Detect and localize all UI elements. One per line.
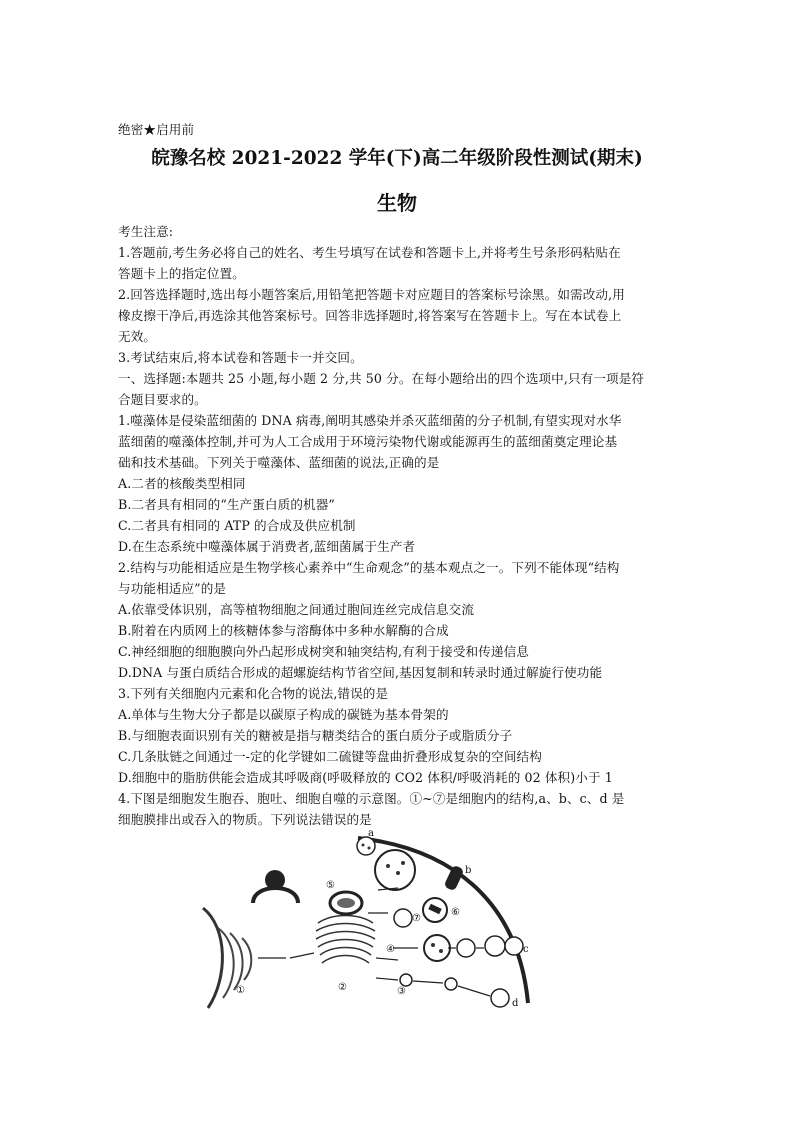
text-line: 蓝细菌的噬藻体控制,并可为人工合成用于环境污染物代谢或能源再生的蓝细菌奠定理论基 xyxy=(118,434,618,449)
option-c: C.神经细胞的细胞膜向外凸起形成树突和轴突结构,有利于接受和传递信息 xyxy=(118,644,529,659)
text-line: 答题卡上的指定位置。 xyxy=(118,266,245,281)
label-6: ⑥ xyxy=(451,907,460,918)
text-line: 2.回答选择题时,选出每小题答案后,用铅笔把答题卡对应题目的答案标号涂黑。如需改动,用 xyxy=(118,287,625,302)
label-a: a xyxy=(368,828,374,839)
label-d: d xyxy=(512,998,519,1009)
label-c: c xyxy=(523,944,529,955)
option-b: B.附着在内质网上的核糖体参与溶酶体中多种水解酶的合成 xyxy=(118,623,449,638)
text-line: 3.考试结束后,将本试卷和答题卡一并交回。 xyxy=(118,350,363,365)
label-4: ④ xyxy=(386,944,395,955)
option-b: B.与细胞表面识别有关的糖被是指与糖类结合的蛋白质分子或脂质分子 xyxy=(118,728,513,743)
label-b: b xyxy=(465,865,472,876)
option-a: A.单体与生物大分子都是以碳原子构成的碳链为基本骨架的 xyxy=(118,707,449,722)
option-d: D.在生态系统中噬藻体属于消费者,蓝细菌属于生产者 xyxy=(118,539,416,554)
secretory-vesicle-d xyxy=(491,989,509,1007)
text-line: 础和技术基础。下列关于噬藻体、蓝细菌的说法,正确的是 xyxy=(118,455,440,470)
question-1-stem: 1.噬藻体是侵染蓝细菌的 DNA 病毒,阐明其感染并杀灭蓝细菌的分子机制,有望实现对水华 xyxy=(118,413,622,428)
text-line: 合题目要求的。 xyxy=(118,392,207,407)
question-2-stem: 2.结构与功能相适应是生物学核心素养中“生命观念”的基本观点之一。下列不能体现“结构 xyxy=(118,560,620,575)
option-c: C.二者具有相同的 ATP 的合成及供应机制 xyxy=(118,518,356,533)
option-d: D.细胞中的脂肪供能会造成其呼吸商(呼吸释放的 CO2 体积/呼吸消耗的 02 体积)小于 1 xyxy=(118,770,613,785)
nuclear-envelope xyxy=(203,908,222,1008)
cell-endocytosis-exocytosis-diagram xyxy=(198,828,538,1028)
subject-title: 生物 xyxy=(377,191,417,215)
question-4-stem: 4.下图是细胞发生胞吞、胞吐、细胞自噬的示意图。①~⑦是细胞内的结构,a、b、c、d 是 xyxy=(118,791,625,806)
label-1: ① xyxy=(236,985,245,996)
option-d: D.DNA 与蛋白质结合形成的超螺旋结构节省空间,基因复制和转录时通过解旋行使功能 xyxy=(118,665,603,680)
question-3-stem: 3.下列有关细胞内元素和化合物的说法,错误的是 xyxy=(118,686,389,701)
label-2: ② xyxy=(338,982,347,993)
text-line: 1.答题前,考生务必将自己的姓名、考生号填写在试卷和答题卡上,并将考生号条形码粘贴在 xyxy=(118,245,621,260)
text-line: 与功能相适应”的是 xyxy=(118,581,227,596)
confidential-mark: 绝密★启用前 xyxy=(118,122,195,137)
exam-title: 皖豫名校 2021-2022 学年(下)高二年级阶段性测试(期末) xyxy=(151,148,643,169)
label-3: ③ xyxy=(397,986,406,997)
section-heading: 一、选择题:本题共 25 小题,每小题 2 分,共 50 分。在每小题给出的四个选项中,只有一项是符 xyxy=(118,371,645,386)
text-line: 无效。 xyxy=(118,329,157,344)
autolysosome xyxy=(424,935,450,961)
option-a: A.二者的核酸类型相同 xyxy=(118,476,246,491)
secretory-vesicle-c xyxy=(505,937,523,955)
text-line: 细胞膜排出或吞入的物质。下列说法错误的是 xyxy=(118,812,372,827)
text-line: 考生注意: xyxy=(118,224,174,239)
label-7: ⑦ xyxy=(412,913,421,924)
golgi-apparatus xyxy=(316,916,375,964)
pathogen-b xyxy=(443,865,464,892)
lysosome xyxy=(375,850,415,890)
option-c: C.几条肽链之间通过一-定的化学键如二硫键等盘曲折叠形成复杂的空间结构 xyxy=(118,749,542,764)
text-line: 橡皮擦干净后,再选涂其他答案标号。回答非选择题时,将答案写在答题卡上。写在本试卷上 xyxy=(118,308,622,323)
option-b: B.二者具有相同的“生产蛋白质的机器” xyxy=(118,497,335,512)
label-5: ⑤ xyxy=(326,880,335,891)
option-a: A.依靠受体识别，高等植物细胞之间通过胞间连丝完成信息交流 xyxy=(118,602,475,617)
